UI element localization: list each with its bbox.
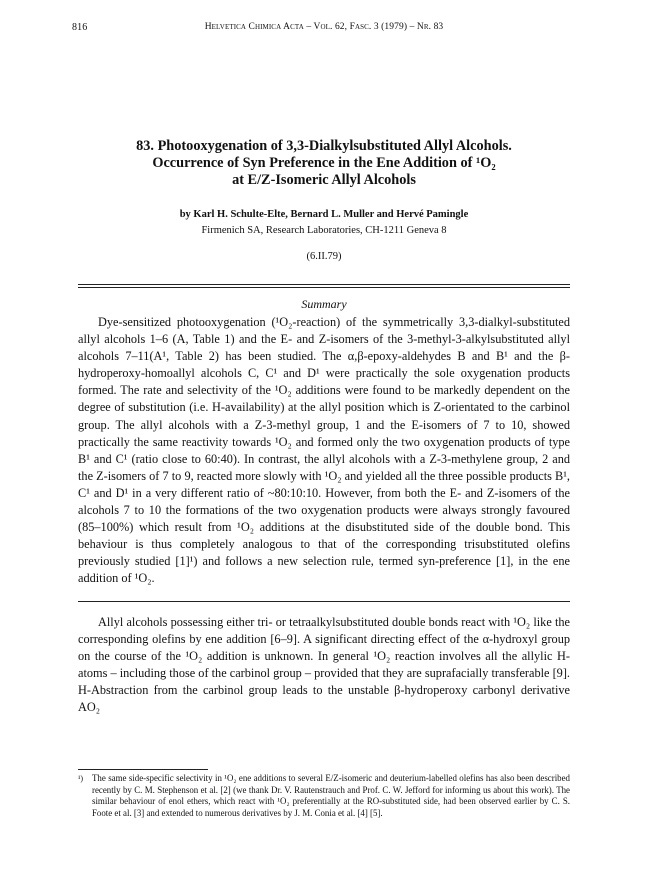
received-date: (6.II.79) [306,251,342,262]
top-rule-double [78,287,570,288]
top-rule [78,284,570,285]
article-title [96,138,552,189]
footnote-rule [78,769,208,770]
title-line-2: Occurrence of Syn Preference in the Ene Addition of ¹O₂ [152,155,496,171]
running-head-title: Helvetica Chimica Acta – Vol. 62, Fasc. 3 (1979) – Nr. 83 [204,22,444,32]
footnote [78,773,570,819]
affiliation: Firmenich SA, Research Laboratories, CH-1211 Geneva 8 [201,225,447,236]
body-paragraph: Allyl alcohols possessing either tri- or tetraalkylsubstituted double bonds react with ¹O₂ like the corresponding olefins by ene addition [6–9]. A significant directing effect of the α-hydroxyl group on the course of the ¹O₂ addition is unknown. In general ¹O₂ reaction involves all the allylic H-atoms – including those of the carbinol group – provided that they are suprafacially transferable [9]. H-Abstraction from the carbinol group leads to the unstable β-hydroperoxy carbonyl derivative AO₂ [78,615,570,715]
footnote-text: The same side-specific selectivity in ¹O₂ ene additions to several E/Z-isomeric and deuterium-labelled olefins has also been described recently by C. M. Stephenson et al. [2] (we thank Dr. V. Rautenstrauch and Prof. C. W. Jefford for informing us about this work). The similar behaviour of enol ethers, which react with ¹O₂ preferentially at the RO-substituted side, had been observed earlier by C. S. Foote et al. [3] and extended to numerous derivatives by J. M. Conia et al. [4] [5]. [92,773,570,818]
author-list: by Karl H. Schulte-Elte, Bernard L. Muller and Hervé Pamingle [179,209,469,220]
running-header [72,22,576,38]
footnote-mark: ¹) [78,774,84,783]
page-number: 816 [72,22,88,33]
summary-text: Dye-sensitized photooxygenation (¹O₂-reaction) of the symmetrically 3,3-dialkyl-substituted allyl alcohols 1–6 (A, Table 1) and the E- and Z-isomers of the 3-methyl-3-alkylsubstituted allyl alcohols 7–11(A¹, Table 2) has been studied. The α,β-epoxy-aldehydes B and B¹ and the β-hydroperoxy-homoallyl alcohols C, C¹ and D¹ were practically the sole oxygenation products formed. The rate and selectivity of the ¹O₂ additions were found to be markedly dependent on the degree of substitution (i.e. H-availability) at the allyl position which is Z-orientated to the carbinol group. The allyl alcohols with a Z-3-methyl group, 1 and the E-isomers of 7 to 10, showed practically the same reactivity towards ¹O₂ and formed only the two oxygenation products of type B¹ and C¹ (ratio close to 60:40). In contrast, the allyl alcohols with a Z-3-methylene group, 2 and the Z-isomers of 7 to 9, reacted more slowly with ¹O₂ and yielded all the three possible products B¹, C¹ and D¹ in a very different ratio of ~80:10:10. However, from both the E- and Z-isomers of the alcohols 7 to 10 the formations of the two oxygenation products were always strongly favoured (85–100%) which result from ¹O₂ additions at the disubstituted side of the double bond. This behaviour is thus completely analogous to that of the corresponding trisubstituted olefins previously studied [1]¹) and follows a new selection rule, termed syn-preference [1], in the ene addition of ¹O₂. [78,315,570,586]
summary-heading: Summary [301,297,347,311]
title-line-1: 83. Photooxygenation of 3,3-Dialkylsubstituted Allyl Alcohols. [136,138,512,154]
title-line-3: at E/Z-Isomeric Allyl Alcohols [232,172,416,188]
summary-bottom-rule [78,601,570,602]
